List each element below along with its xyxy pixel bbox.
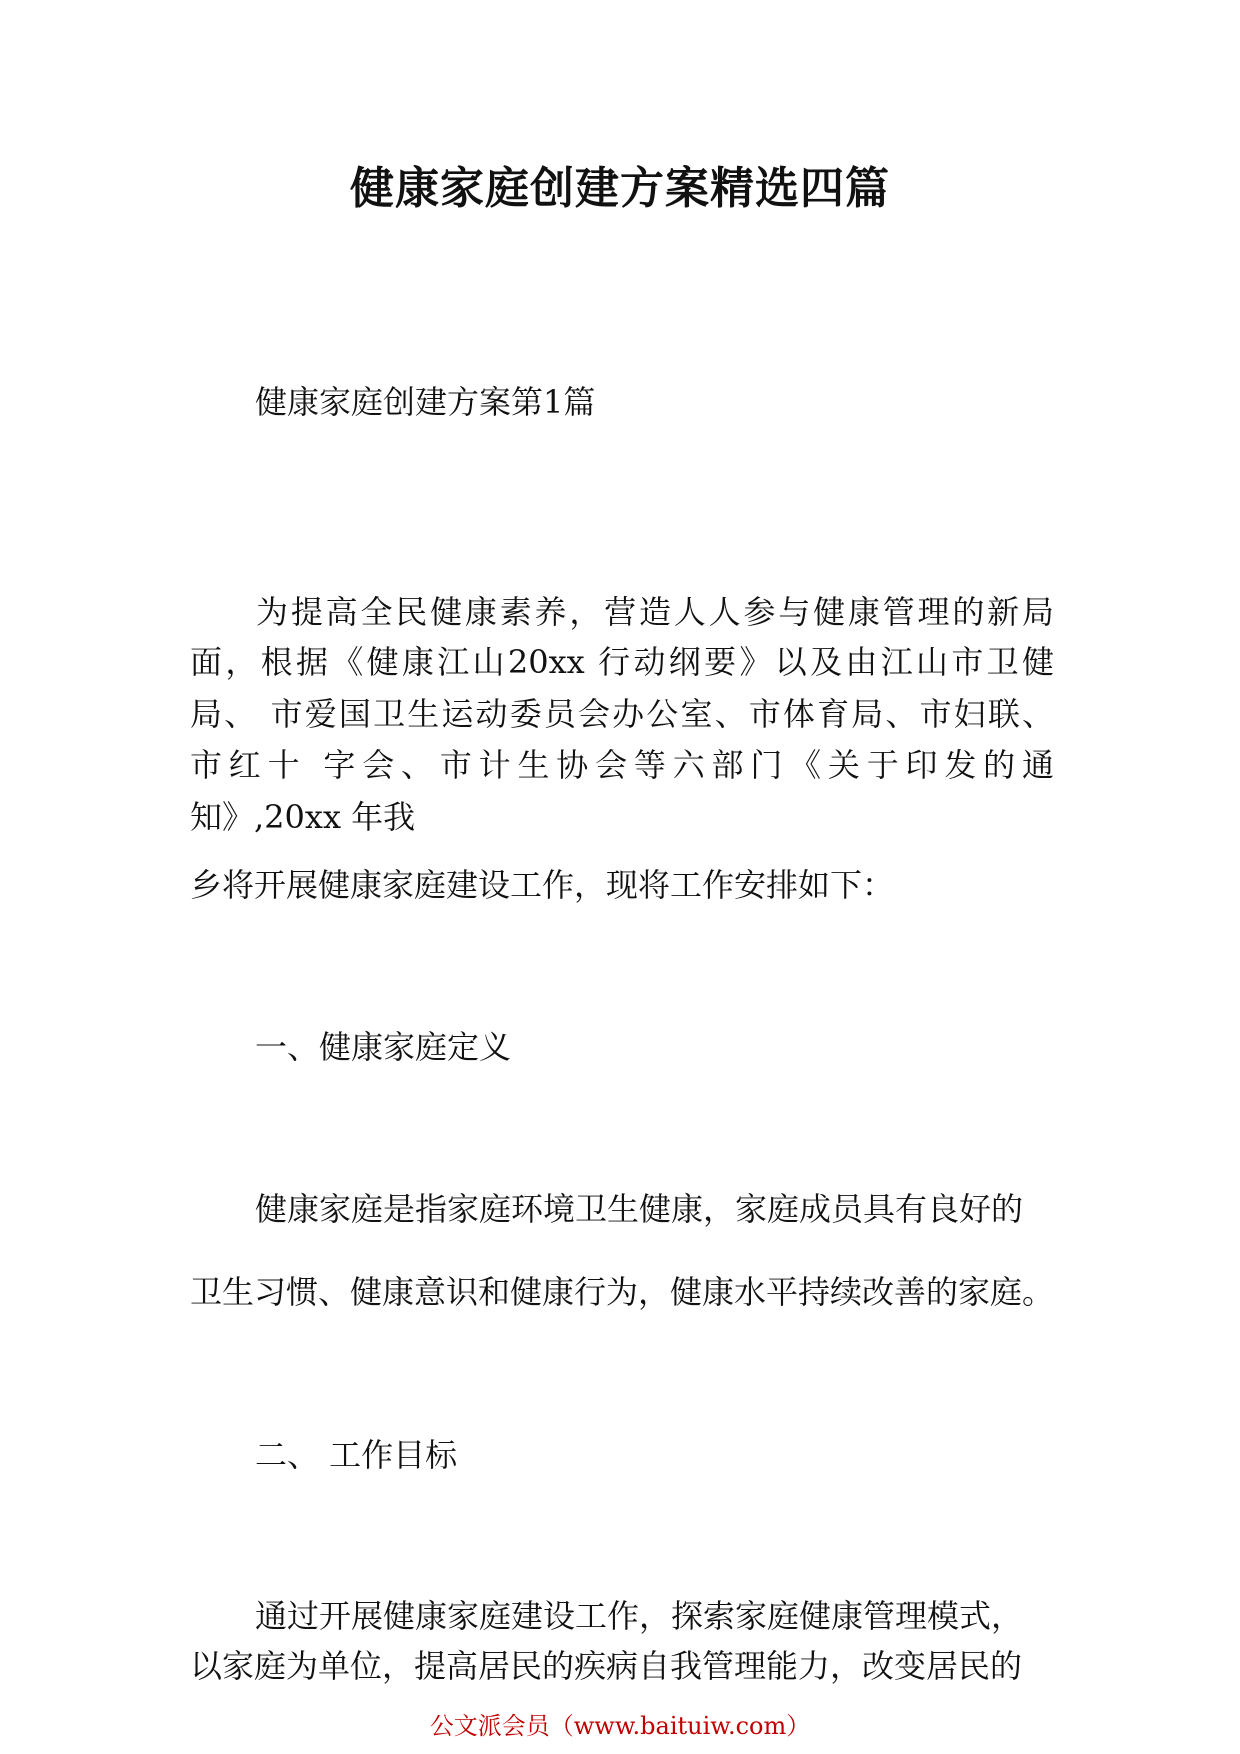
part1-heading: 一、健康家庭定义 bbox=[255, 1028, 512, 1066]
intro-line-1: 为提高全民健康素养，营造人人参与健康管理的新局 bbox=[256, 593, 1054, 631]
part2-line-2: 以家庭为单位，提高居民的疾病自我管理能力，改变居民的 bbox=[190, 1647, 1023, 1685]
part1-line-1: 健康家庭是指家庭环境卫生健康，家庭成员具有良好的 bbox=[255, 1190, 1024, 1228]
document-title: 健康家庭创建方案精选四篇 bbox=[350, 163, 890, 214]
intro-line-6: 乡将开展健康家庭建设工作，现将工作安排如下： bbox=[190, 866, 895, 904]
part2-heading: 二、 工作目标 bbox=[255, 1436, 458, 1474]
intro-line-3: 局、 市爱国卫生运动委员会办公室、市体育局、市妇联、 bbox=[190, 695, 1054, 733]
footer-watermark: 公文派会员（www.baituiw.com） bbox=[429, 1712, 811, 1740]
intro-line-2: 面，根据《健康江山20xx 行动纲要》以及由江山市卫健 bbox=[190, 643, 1054, 681]
part1-line-2: 卫生习惯、健康意识和健康行为，健康水平持续改善的家庭。 bbox=[190, 1273, 1055, 1311]
intro-line-4: 市红十 字会、市计生协会等六部门《关于印发的通 bbox=[190, 746, 1054, 784]
intro-line-5: 知》,20xx 年我 bbox=[190, 798, 416, 836]
section-heading: 健康家庭创建方案第1篇 bbox=[255, 383, 596, 421]
part2-line-1: 通过开展健康家庭建设工作，探索家庭健康管理模式， bbox=[255, 1597, 1024, 1635]
